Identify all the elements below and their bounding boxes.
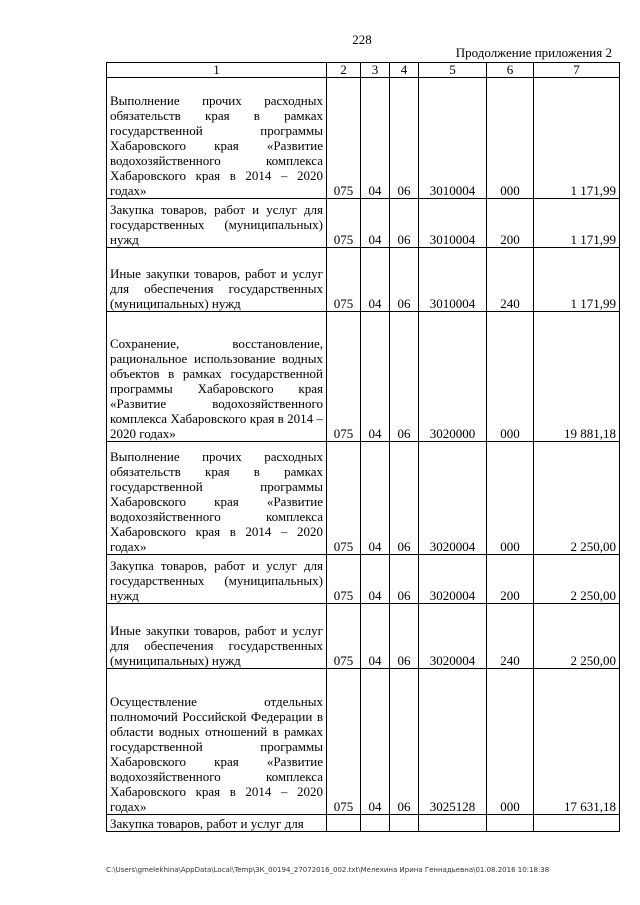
- cell-amount: 1 171,99: [534, 248, 620, 312]
- cell-section: 04: [361, 199, 390, 248]
- cell-target: [419, 815, 487, 832]
- table-row: [107, 815, 620, 832]
- row-name: Иные закупки товаров, работ и услуг для обеспечения государственных (муниципальных) нужд: [107, 248, 327, 312]
- cell-code: 075: [327, 555, 361, 604]
- cell-subsection: 06: [390, 555, 419, 604]
- cell-section: 04: [361, 604, 390, 669]
- budget-table: [106, 62, 620, 832]
- cell-target: 3010004: [419, 248, 487, 312]
- cell-subsection: 06: [390, 442, 419, 555]
- cell-target: 3020004: [419, 442, 487, 555]
- row-name: Сохранение, восстановление, рациональное использование водных объектов в рамках государственной программы Хабаровского края «Развитие водохозяйственного комплекса Хабаровского края в 2014 – 2020 годах»: [107, 312, 327, 442]
- cell-amount: [534, 815, 620, 832]
- column-header: 7: [534, 63, 620, 78]
- table-row: [107, 199, 620, 248]
- cell-target: 3020004: [419, 604, 487, 669]
- cell-code: 075: [327, 669, 361, 815]
- cell-target: 3020000: [419, 312, 487, 442]
- cell-subsection: 06: [390, 199, 419, 248]
- column-header: 2: [327, 63, 361, 78]
- cell-target: 3025128: [419, 669, 487, 815]
- cell-amount: 2 250,00: [534, 442, 620, 555]
- cell-amount: 2 250,00: [534, 555, 620, 604]
- cell-type: 240: [487, 248, 534, 312]
- table-row: [107, 555, 620, 604]
- cell-section: 04: [361, 312, 390, 442]
- page-number: 228: [352, 32, 372, 47]
- cell-amount: 17 631,18: [534, 669, 620, 815]
- table-header-row: [107, 63, 620, 78]
- cell-type: 000: [487, 78, 534, 199]
- table-row: [107, 248, 620, 312]
- cell-code: [327, 815, 361, 832]
- cell-type: 240: [487, 604, 534, 669]
- file-path-footer: C:\Users\gmelekhina\AppData\Local\Temp\ЗК_00194_27072016_002.txt\Мелехина Ирина Геннадьевна\01.08.2016 10:18:38: [106, 866, 550, 874]
- row-name: Закупка товаров, работ и услуг для: [107, 815, 327, 832]
- cell-target: 3010004: [419, 78, 487, 199]
- row-name: Иные закупки товаров, работ и услуг для обеспечения государственных (муниципальных) нужд: [107, 604, 327, 669]
- cell-subsection: 06: [390, 78, 419, 199]
- row-name: Закупка товаров, работ и услуг для государственных (муниципальных) нужд: [107, 199, 327, 248]
- cell-subsection: 06: [390, 669, 419, 815]
- row-name: Закупка товаров, работ и услуг для государственных (муниципальных) нужд: [107, 555, 327, 604]
- cell-type: [487, 815, 534, 832]
- cell-type: 000: [487, 669, 534, 815]
- cell-type: 200: [487, 555, 534, 604]
- cell-amount: 2 250,00: [534, 604, 620, 669]
- cell-amount: 19 881,18: [534, 312, 620, 442]
- cell-subsection: 06: [390, 604, 419, 669]
- cell-section: 04: [361, 78, 390, 199]
- cell-section: 04: [361, 669, 390, 815]
- cell-code: 075: [327, 248, 361, 312]
- cell-type: 000: [487, 312, 534, 442]
- cell-target: 3020004: [419, 555, 487, 604]
- row-name: Осуществление отдельных полномочий Российской Федерации в области водных отношений в рамках государственной программы Хабаровского края «Развитие водохозяйственного комплекса Хабаровского края в 2014 – 2020 годах»: [107, 669, 327, 815]
- cell-code: 075: [327, 78, 361, 199]
- cell-code: 075: [327, 442, 361, 555]
- cell-code: 075: [327, 604, 361, 669]
- cell-code: 075: [327, 199, 361, 248]
- cell-type: 200: [487, 199, 534, 248]
- cell-subsection: 06: [390, 312, 419, 442]
- column-header: 4: [390, 63, 419, 78]
- cell-subsection: [390, 815, 419, 832]
- column-header: 1: [107, 63, 327, 78]
- cell-section: [361, 815, 390, 832]
- cell-code: 075: [327, 312, 361, 442]
- cell-amount: 1 171,99: [534, 199, 620, 248]
- cell-subsection: 06: [390, 248, 419, 312]
- table-row: [107, 669, 620, 815]
- cell-section: 04: [361, 248, 390, 312]
- column-header: 3: [361, 63, 390, 78]
- appendix-continuation-label: Продолжение приложения 2: [455, 45, 612, 60]
- column-header: 6: [487, 63, 534, 78]
- column-header: 5: [419, 63, 487, 78]
- cell-target: 3010004: [419, 199, 487, 248]
- table-row: [107, 604, 620, 669]
- cell-amount: 1 171,99: [534, 78, 620, 199]
- table-row: [107, 442, 620, 555]
- row-name: Выполнение прочих расходных обязательств края в рамках государственной программы Хабаровского края «Развитие водохозяйственного комплекса Хабаровского края в 2014 – 2020 годах»: [107, 442, 327, 555]
- table-row: [107, 78, 620, 199]
- cell-section: 04: [361, 555, 390, 604]
- cell-type: 000: [487, 442, 534, 555]
- cell-section: 04: [361, 442, 390, 555]
- row-name: Выполнение прочих расходных обязательств края в рамках государственной программы Хабаровского края «Развитие водохозяйственного комплекса Хабаровского края в 2014 – 2020 годах»: [107, 78, 327, 199]
- table-row: [107, 312, 620, 442]
